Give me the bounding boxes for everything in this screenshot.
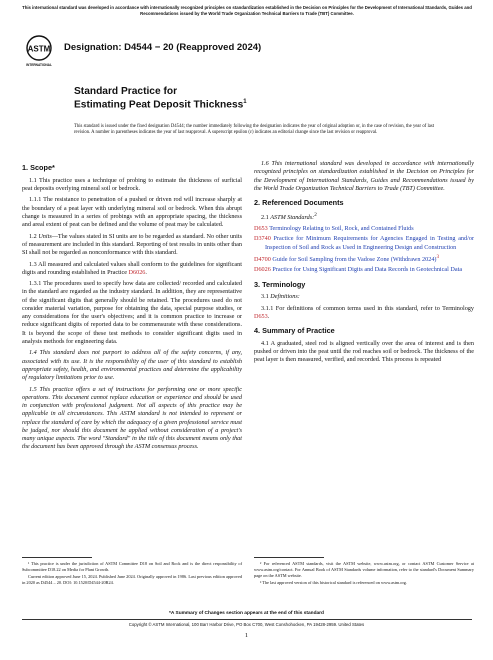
footnote-rule-left	[22, 557, 92, 558]
ref-item-d653[interactable]: D653 Terminology Relating to Soil, Rock, and Contained Fluids	[254, 225, 414, 233]
footnote-1-edition: Current edition approved June 15, 2024. Published June 2024. Originally approved in 1986. Last previous edition approved in 2020 as D4544 – 20. DOI: 10.1520/D4544-20R24.	[22, 574, 242, 585]
page-title	[74, 86, 247, 112]
para-1-3-1: 1.3.1 The procedures used to specify how data are collected/ recorded and calculated in the standard are regarded as the industry standard. In addition, they are representative of the significant digits that generally should be retained. The procedures used do not consider material variation, purpose for obtaining the data, special purpose studies, or any considerations for the user's objectives; and it is common practice to increase or reduce significant digits of reported data to be commensurate with these considerations. It is beyond the scope of these test methods to consider significant digits used in analysis methods for engineering data.	[22, 280, 242, 345]
footnote-2: ² For referenced ASTM standards, visit the ASTM website, www.astm.org, or contact ASTM Customer Service at www.astm.org/contact. For Annual Book of ASTM Standards volume information, refer to the standard's Document Summary page on the ASTM website.	[254, 561, 474, 578]
designation: Designation: D4544 − 20 (Reapproved 2024)	[64, 42, 262, 53]
copyright-line: Copyright © ASTM International, 100 Barr Harbor Drive, PO Box C700, West Conshohocken, PA 19428-2959. United States	[128, 622, 365, 627]
para-1-4: 1.4 This standard does not purport to address all of the safety concerns, if any, associated with its use. It is the responsibility of the user of this standard to establish appropriate safety, health, and environmental practices and determine the applicability of regulatory limitations prior to use.	[22, 349, 242, 382]
title-line-1: Standard Practice for	[74, 86, 178, 97]
footnotes-left	[22, 561, 242, 587]
svg-text:INTERNATIONAL: INTERNATIONAL	[26, 63, 52, 67]
para-2-1: 2.1 ASTM Standards:$^2$	[261, 211, 317, 221]
para-3-1-1: 3.1.1 For definitions of common terms used in this standard, refer to Terminology D653.	[254, 304, 474, 320]
footnote-3: ³ The last approved version of this historical standard is referenced on www.astm.org.	[260, 579, 408, 585]
ref-item-d3740[interactable]: D3740 Practice for Minimum Requirements for Agencies Engaged in Testing and/or Inspection of Soil and Rock as Used in Engineering Design and Construction	[254, 235, 474, 251]
page-number: 1	[244, 632, 249, 639]
ref-item-d6026[interactable]: D6026 Practice for Using Significant Digits and Data Records in Geotechnical Data	[254, 266, 463, 274]
para-1-1: 1.1 This practice uses a technique of probing to estimate the thickness of surficial peat deposits overlying mineral soil or bedrock.	[22, 176, 242, 192]
tbt-notice: This international standard was developed in accordance with internationally recognized principles on standardization established in the Decision on Principles for the Development of International Standards, Guides and Recommendations issued by the World Trade Organization Technical Barriers to Trade (TBT) Committee.	[22, 5, 472, 16]
ref-item-d4700[interactable]: D4700 Guide for Soil Sampling from the Vadose Zone (Withdrawn 2024)$^3$	[254, 253, 440, 264]
left-column	[22, 158, 242, 455]
para-1-6: 1.6 This international standard was developed in accordance with internationally recognized principles on standardization established in the Decision on Principles for the Development of International Standards, Guides and Recommendations issued by the World Trade Organization Technical Barriers to Trade (TBT) Committee.	[254, 160, 474, 192]
ref-link-d653[interactable]: D653	[254, 312, 268, 320]
ref-link-d6026[interactable]: D6026	[128, 268, 146, 276]
title-line-2: Estimating Peat Deposit Thickness$^1$	[74, 98, 247, 111]
para-1-1-1: 1.1.1 The resistance to penetration of a pushed or driven rod will increase sharply at the boundary of a peat layer with underlying mineral soil or bedrock. When this abrupt change is measured in a series of probings with an appropriate spacing, the thickness and areal extent of peat can be defined and the volume of peat may be calculated.	[22, 196, 242, 229]
scope-heading: 1. Scope*	[22, 163, 55, 172]
para-1-2: 1.2 Units—The values stated in SI units are to be regarded as standard. No other units of measurement are included in this standard. Reporting of test results in units other than SI shall not be regarded as nonconformance with this standard.	[22, 232, 242, 257]
para-1-3: 1.3 All measured and calculated values shall conform to the guidelines for significant digits and rounding established in Practice D6026.	[22, 260, 242, 276]
title-footnote-mark: 1	[243, 98, 247, 105]
referenced-heading: 2. Referenced Documents	[254, 198, 344, 207]
astm-logo-icon	[24, 34, 54, 68]
para-4-1: 4.1 A graduated, steel rod is aligned vertically over the area of interest and is then pushed or driven into the peat until the rod reaches soil or bedrock. The thickness of the peat layer is then measured, verified, and recorded. This process is repeated	[254, 339, 474, 364]
para-1-5: 1.5 This practice offers a set of instructions for performing one or more specific operations. This document cannot replace education or experience and should be used in conjunction with professional judgment. Not all aspects of this practice may be applicable in all circumstances. This ASTM standard is not intended to represent or replace the standard of care by which the adequacy of a given professional service must be judged, nor should this document be applied without consideration of a project's many unique aspects. The word "Standard" in the title of this document means only that the document has been approved through the ASTM consensus process.	[22, 385, 242, 451]
designation-note: This standard is issued under the fixed designation D4544; the number immediately following the designation indicates the year of original adoption or, in the case of revision, the year of last revision. A number in parentheses indicates the year of last reapproval. A superscript epsilon (ε) indicates an editorial change since the last revision or reapproval.	[74, 124, 434, 136]
para-3-1: 3.1 Definitions:	[261, 293, 300, 301]
svg-text:ASTM: ASTM	[27, 44, 51, 54]
summary-of-changes-note: *A Summary of Changes section appears at the end of this standard	[169, 611, 324, 616]
footer-rule	[22, 619, 472, 620]
terminology-heading: 3. Terminology	[254, 279, 306, 289]
footnotes-right	[254, 561, 474, 587]
footnote-1: ¹ This practice is under the jurisdiction of ASTM Committee D18 on Soil and Rock and is the direct responsibility of Subcommittee D18.22 on Media for Plant Growth.	[22, 561, 242, 572]
footnote-rule-right	[254, 557, 324, 558]
summary-heading: 4. Summary of Practice	[254, 326, 335, 336]
right-column	[254, 160, 474, 368]
